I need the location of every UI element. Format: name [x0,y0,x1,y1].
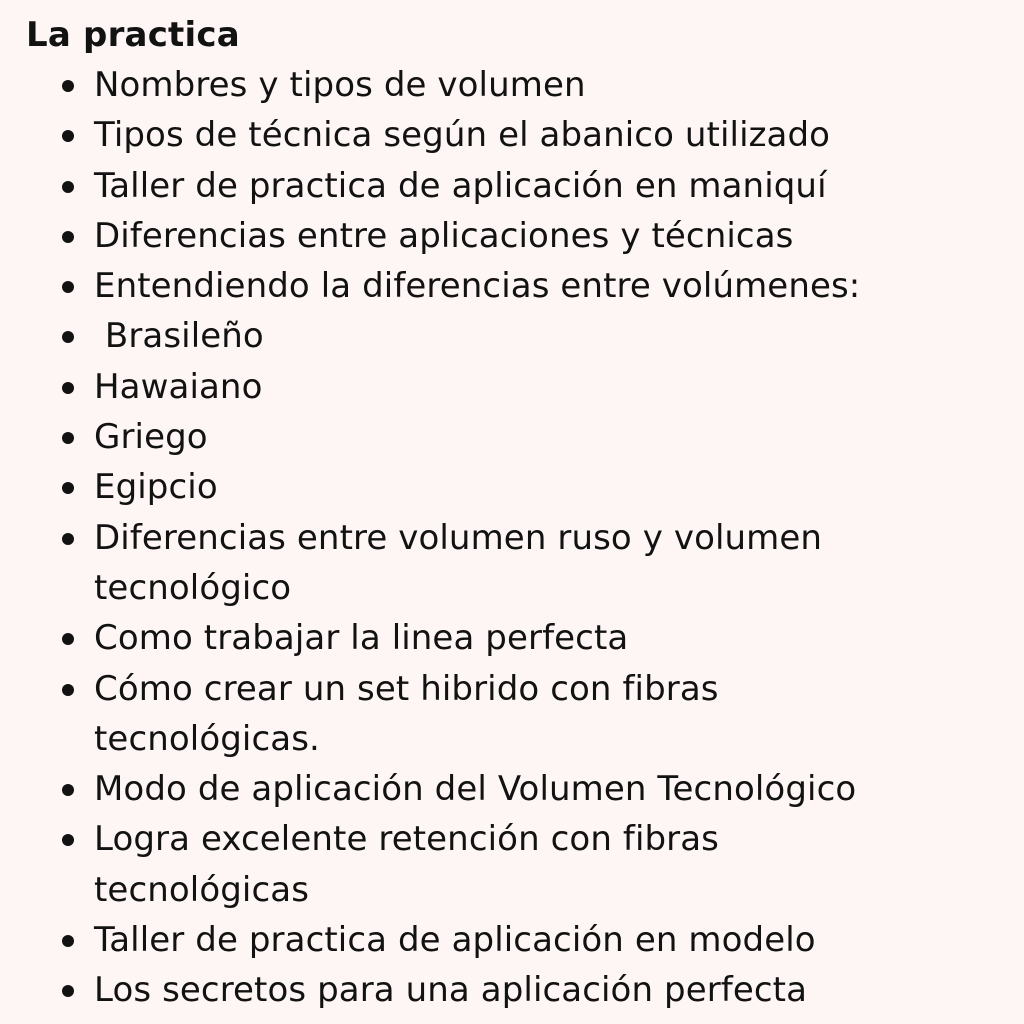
list-item [26,513,1024,614]
bullet-icon [62,80,74,92]
list-item [26,311,1024,361]
list-item-text: Nombres y tipos de volumen [94,65,586,105]
list-item [26,613,1024,663]
bullet-icon [62,482,74,494]
list-item [26,412,1024,462]
topic-list [26,60,1024,1016]
list-item [26,764,1024,814]
bullet-icon [62,533,74,545]
bullet-icon [62,382,74,394]
list-item-text: tecnológico [94,567,292,608]
list-item [26,915,1024,965]
list-item [26,60,1024,110]
list-item-text: Taller de practica de aplicación en modelo [94,920,816,961]
bullet-icon [62,181,74,193]
list-item-text: Diferencias entre aplicaciones y técnicas [94,215,794,256]
list-item [26,211,1024,261]
bullet-icon [62,432,74,444]
list-item-text: tecnológicas. [94,718,320,759]
bullet-icon [62,684,74,696]
list-item-text: Brasileño [94,316,264,357]
list-item [26,362,1024,412]
bullet-icon [62,281,74,293]
bullet-icon [62,130,74,142]
bullet-icon [62,331,74,343]
list-item-text: Cómo crear un set hibrido con fibras [94,668,719,709]
list-item-text: Egipcio [94,467,218,508]
list-item-text: Diferencias entre volumen ruso y volumen [94,517,823,558]
list-item-text: Tipos de técnica según el abanico utilizado [94,115,831,156]
bullet-icon [62,834,74,846]
section-title: La practica [26,15,240,55]
bullet-icon [62,935,74,947]
list-item-text: Taller de practica de aplicación en maniquí [94,165,827,206]
list-item-text: Modo de aplicación del Volumen Tecnológico [94,769,857,810]
list-item [26,110,1024,160]
list-item-text: Como trabajar la linea perfecta [94,618,629,659]
list-item [26,965,1024,1015]
list-item-text: Logra excelente retención con fibras [94,819,719,860]
list-item [26,462,1024,512]
list-item [26,814,1024,915]
bullet-icon [62,633,74,645]
list-item-text: Entendiendo la diferencias entre volúmenes: [94,266,861,307]
list-item-text: Griego [94,417,208,458]
list-item [26,261,1024,311]
list-item-text: tecnológicas [94,869,310,910]
list-item-text: Los secretos para una aplicación perfecta [94,970,808,1011]
list-item-text: Hawaiano [94,366,263,407]
list-item [26,161,1024,211]
list-item [26,664,1024,765]
bullet-icon [62,231,74,243]
bullet-icon [62,985,74,997]
bullet-icon [62,784,74,796]
